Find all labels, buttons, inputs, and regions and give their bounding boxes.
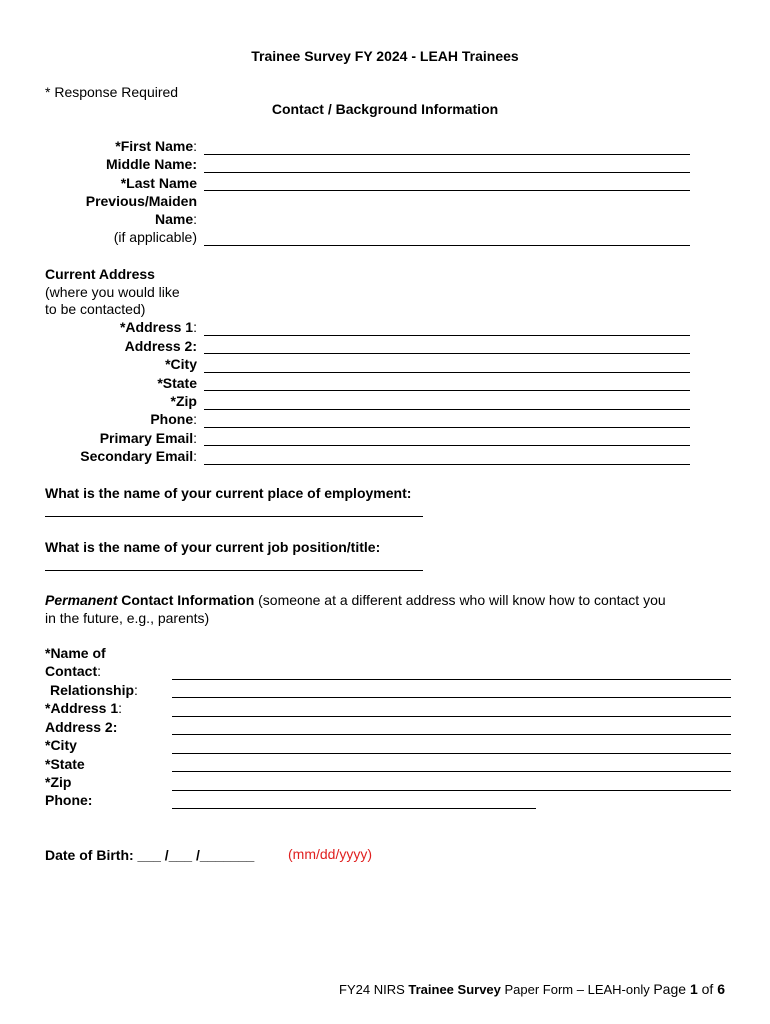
response-required-note: * Response Required: [45, 84, 179, 100]
contact-city-label: *City: [45, 737, 77, 753]
employment-field[interactable]: [45, 500, 423, 517]
permanent-contact-subtext: in the future, e.g., parents): [45, 610, 210, 626]
contact-state-field[interactable]: [172, 755, 731, 772]
city-field[interactable]: [204, 356, 690, 373]
first-name-label: *First Name:: [115, 138, 197, 154]
current-address-heading: Current Address: [45, 266, 155, 282]
contact-city-field[interactable]: [172, 737, 731, 754]
section-heading-contact: Contact / Background Information: [271, 101, 499, 117]
permanent-contact-heading: Permanent Contact Information (someone at a different address who will know how to contact you: [45, 592, 666, 608]
address2-field[interactable]: [204, 337, 690, 354]
primary-email-label: Primary Email:: [99, 430, 197, 446]
contact-name-label-line1: *Name of: [45, 645, 106, 661]
contact-state-label: *State: [45, 756, 85, 772]
middle-name-field[interactable]: [204, 156, 690, 173]
secondary-email-label: Secondary Email:: [80, 448, 197, 464]
contact-name-label-line2: Contact:: [45, 663, 102, 679]
previous-name-label-line3: (if applicable): [113, 229, 197, 245]
last-name-label: *Last Name: [120, 175, 197, 191]
address2-label: Address 2:: [124, 338, 197, 354]
previous-name-label-line2: Name:: [154, 211, 197, 227]
primary-email-field[interactable]: [204, 429, 690, 446]
address1-label: *Address 1:: [119, 319, 197, 335]
relationship-field[interactable]: [172, 681, 731, 698]
current-address-subtext-2: to be contacted): [45, 301, 146, 317]
address1-field[interactable]: [204, 319, 690, 336]
phone-field[interactable]: [204, 411, 690, 428]
contact-zip-label: *Zip: [45, 774, 72, 790]
previous-name-field[interactable]: [204, 229, 690, 246]
city-label: *City: [165, 356, 197, 372]
form-title: Trainee Survey FY 2024 - LEAH Trainees: [251, 48, 519, 64]
contact-name-field[interactable]: [172, 663, 731, 680]
state-label: *State: [157, 375, 197, 391]
current-address-subtext-1: (where you would like: [45, 284, 180, 300]
employment-question: What is the name of your current place of employment:: [45, 485, 412, 501]
previous-name-label-line1: Previous/Maiden: [85, 193, 197, 209]
date-format-hint: (mm/dd/yyyy): [288, 846, 372, 862]
contact-phone-label: Phone:: [45, 792, 93, 808]
secondary-email-field[interactable]: [204, 448, 690, 465]
page-footer: FY24 NIRS Trainee Survey Paper Form – LEAH-only Page 1 of 6: [339, 981, 725, 997]
contact-address2-label: Address 2:: [45, 719, 118, 735]
contact-address1-field[interactable]: [172, 700, 731, 717]
position-question: What is the name of your current job position/title:: [45, 539, 381, 555]
contact-phone-field[interactable]: [172, 792, 536, 809]
relationship-label: Relationship:: [50, 682, 138, 698]
last-name-field[interactable]: [204, 174, 690, 191]
first-name-field[interactable]: [204, 138, 690, 155]
zip-field[interactable]: [204, 393, 690, 410]
phone-label: Phone:: [150, 411, 197, 427]
middle-name-label: Middle Name:: [105, 156, 197, 172]
position-field[interactable]: [45, 554, 423, 571]
contact-address1-label: *Address 1:: [45, 700, 123, 716]
zip-label: *Zip: [170, 393, 197, 409]
contact-address2-field[interactable]: [172, 718, 731, 735]
state-field[interactable]: [204, 374, 690, 391]
date-of-birth-label: Date of Birth: ___ /___ /_______: [45, 847, 255, 863]
contact-zip-field[interactable]: [172, 774, 731, 791]
